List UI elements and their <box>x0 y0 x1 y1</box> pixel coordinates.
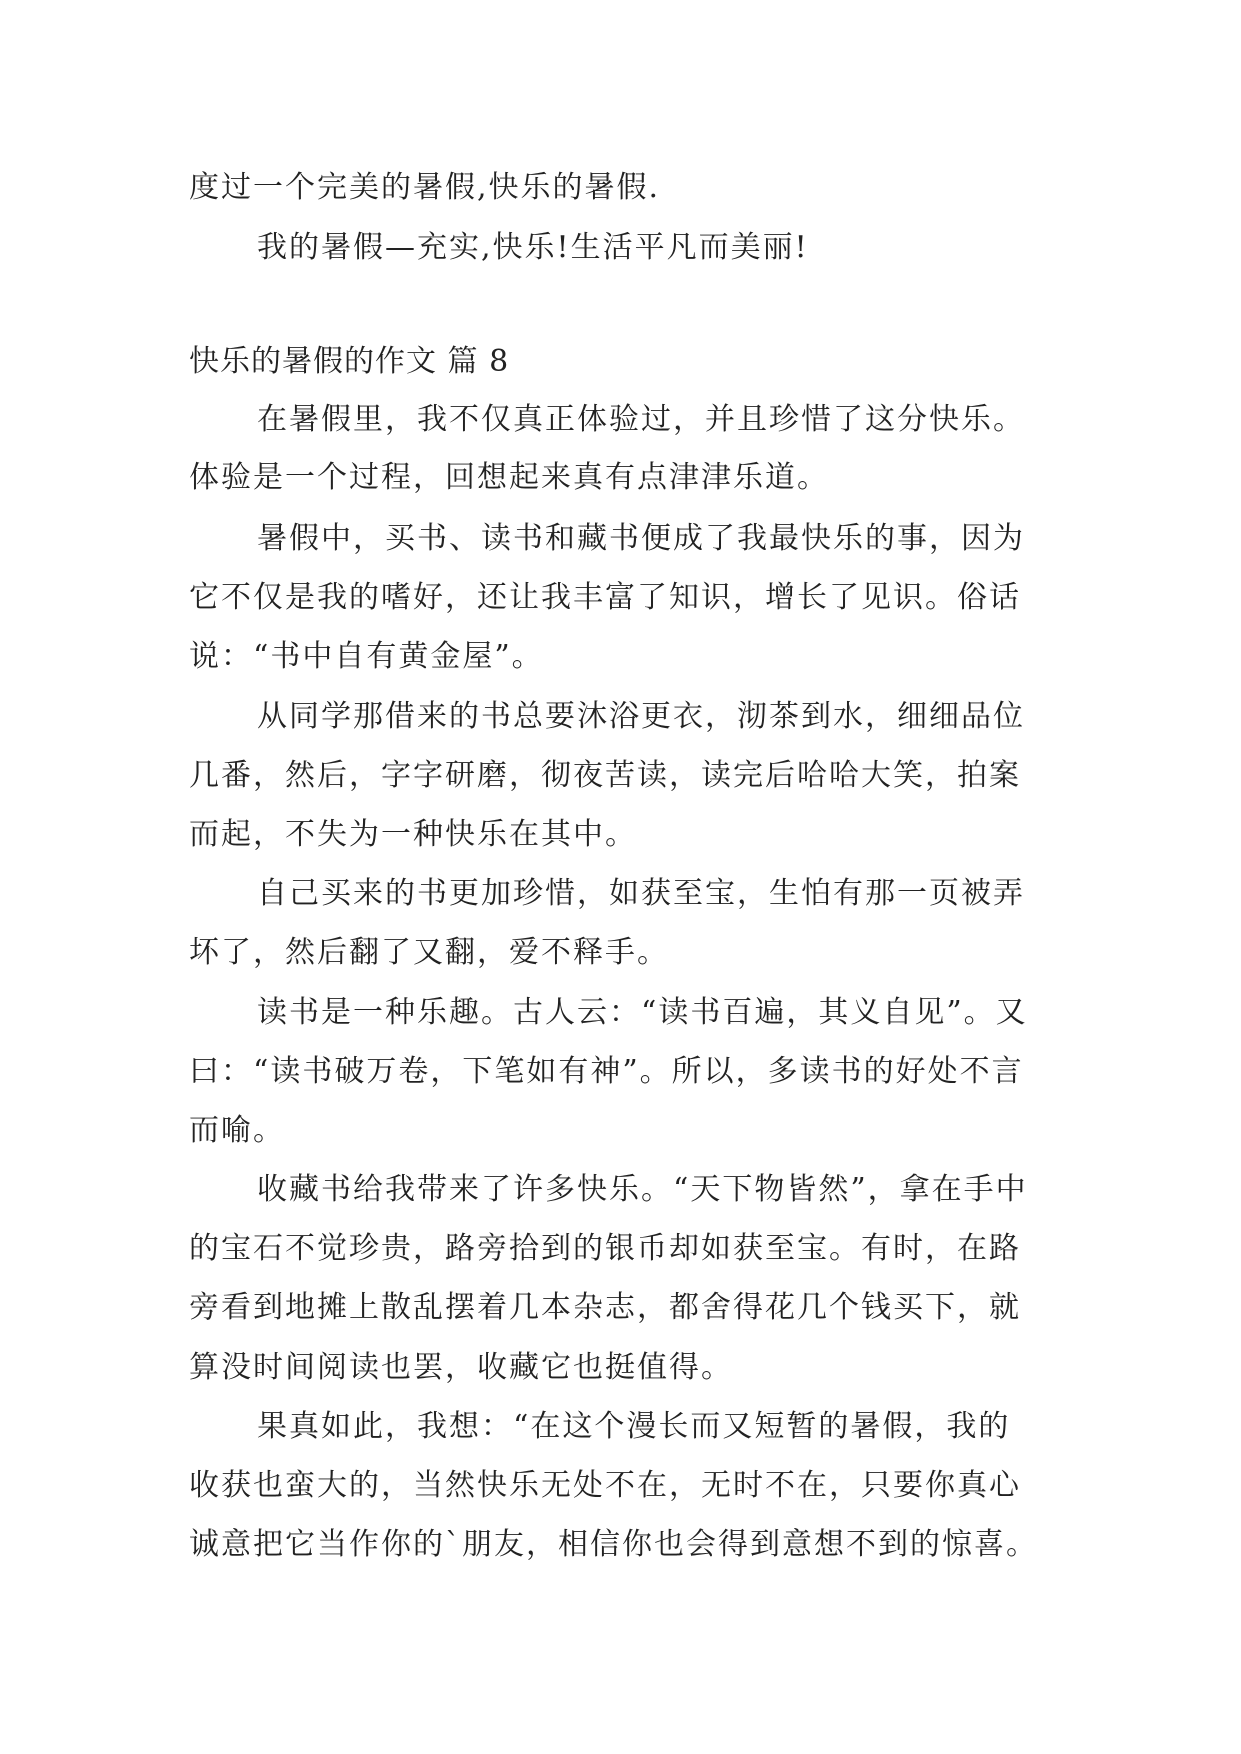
intro-line-2: 我的暑假—充实,快乐!生活平凡而美丽! <box>257 230 809 265</box>
body-line-18: 果真如此，我想：“在这个漫长而又短暂的暑假，我的 <box>257 1409 1011 1444</box>
body-line-7: 几番，然后，字字研磨，彻夜苦读，读完后哈哈大笑，拍案 <box>189 758 1021 793</box>
body-line-15: 的宝石不觉珍贵，路旁拾到的银币却如获至宝。有时，在路 <box>189 1231 1021 1266</box>
body-line-16: 旁看到地摊上散乱摆着几本杂志，都舍得花几个钱买下，就 <box>189 1290 1021 1325</box>
body-line-4: 它不仅是我的嗜好，还让我丰富了知识，增长了见识。俗话 <box>189 580 1021 615</box>
body-line-17: 算没时间阅读也罢，收藏它也挺值得。 <box>189 1350 733 1385</box>
body-line-14: 收藏书给我带来了许多快乐。“天下物皆然”，拿在手中 <box>257 1172 1028 1207</box>
body-line-19: 收获也蛮大的，当然快乐无处不在，无时不在，只要你真心 <box>189 1468 1021 1503</box>
body-line-1: 在暑假里，我不仅真正体验过，并且珍惜了这分快乐。 <box>257 402 1025 437</box>
body-line-5: 说：“书中自有黄金屋”。 <box>189 639 544 674</box>
body-line-2: 体验是一个过程，回想起来真有点津津乐道。 <box>189 460 829 495</box>
body-line-3: 暑假中，买书、读书和藏书便成了我最快乐的事，因为 <box>257 521 1025 556</box>
section-heading: 快乐的暑假的作文 篇 8 <box>189 344 510 379</box>
body-line-20: 诚意把它当作你的`朋友，相信你也会得到意想不到的惊喜。 <box>189 1527 1038 1562</box>
body-line-13: 而喻。 <box>189 1113 285 1148</box>
body-line-10: 坏了，然后翻了又翻，爱不释手。 <box>189 935 669 970</box>
intro-line-1: 度过一个完美的暑假,快乐的暑假. <box>189 170 661 205</box>
body-line-9: 自己买来的书更加珍惜，如获至宝，生怕有那一页被弄 <box>257 876 1025 911</box>
body-line-8: 而起，不失为一种快乐在其中。 <box>189 817 637 852</box>
body-line-12: 曰：“读书破万卷，下笔如有神”。所以，多读书的好处不言 <box>189 1054 1024 1089</box>
body-line-6: 从同学那借来的书总要沐浴更衣，沏茶到水，细细品位 <box>257 699 1025 734</box>
body-line-11: 读书是一种乐趣。古人云：“读书百遍，其义自见”。又 <box>257 995 1028 1030</box>
